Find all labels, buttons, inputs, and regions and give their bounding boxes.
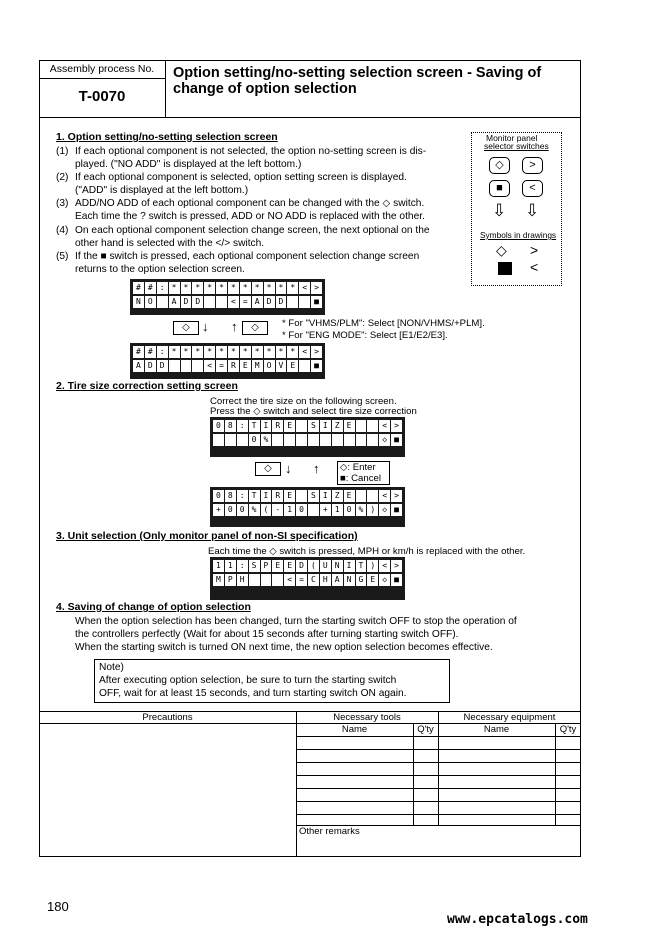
enter-cancel-legend <box>337 461 390 485</box>
lcd-cell: 1 <box>284 504 295 516</box>
note-text-1: After executing option selection, be sure to turn the starting switch <box>99 675 397 687</box>
lcd-cell <box>225 434 236 446</box>
lcd-cell: A <box>252 296 263 308</box>
square-symbol-icon <box>498 262 512 275</box>
precautions-header: Precautions <box>142 712 193 723</box>
lcd-cell: < <box>299 346 310 358</box>
lcd-cell: U <box>320 560 331 572</box>
lcd-cell: P <box>225 574 236 586</box>
monitor-panel-box <box>471 132 562 286</box>
item-text: Each time the ? switch is pressed, ADD or NO ADD is replaced with the other. <box>75 211 425 223</box>
equipment-name-header: Name <box>483 724 510 735</box>
lcd-cell: E <box>287 360 298 372</box>
lcd-cell: A <box>169 296 180 308</box>
lcd-cell: E <box>344 420 355 432</box>
other-remarks-label: Other remarks <box>299 826 360 837</box>
lcd-cell: * <box>264 346 275 358</box>
square-switch-icon: ■ <box>489 180 510 197</box>
lcd-cell: D <box>264 296 275 308</box>
lcd-cell <box>367 434 378 446</box>
item-text: ADD/NO ADD of each optional component can be changed with the ◇ switch. <box>75 198 425 209</box>
lcd-cell: D <box>276 296 287 308</box>
lcd-row <box>213 574 402 586</box>
lcd-cell: * <box>169 282 180 294</box>
lcd-cell: S <box>249 560 260 572</box>
lcd-cell: + <box>320 504 331 516</box>
tools-name-header: Name <box>341 724 368 735</box>
item-number: (2) <box>56 172 69 183</box>
down-arrow-icon: ↓ <box>285 461 292 476</box>
lcd-cell <box>356 490 367 502</box>
item-text: If each optional component is selected, option setting screen is displayed. <box>75 172 407 183</box>
down-arrow-icon: ⇩ <box>492 201 507 220</box>
lcd-cell: : <box>237 420 248 432</box>
lcd-cell <box>367 490 378 502</box>
lcd-option-no-add <box>130 279 325 315</box>
lcd-cell <box>296 434 307 446</box>
lcd-cell: E <box>272 560 283 572</box>
lcd-cell: : <box>157 346 168 358</box>
monitor-panel-subtitle: selector switches <box>484 141 549 151</box>
lcd-cell: ) <box>367 560 378 572</box>
lcd-cell <box>216 296 227 308</box>
diamond-switch-icon: ◇ <box>255 462 281 476</box>
lcd-cell: I <box>320 490 331 502</box>
lcd-cell <box>320 434 331 446</box>
lcd-cell: * <box>228 282 239 294</box>
site-watermark: www.epcatalogs.com <box>447 912 588 927</box>
saving-text-1: When the option selection has been changed, turn the starting switch OFF to stop the operation of <box>75 616 517 627</box>
lcd-cell: 0 <box>225 504 236 516</box>
lcd-cell: ( <box>308 560 319 572</box>
lcd-cell: ( <box>261 504 272 516</box>
diamond-switch-icon: ◇ <box>242 321 268 335</box>
up-arrow-icon: ↑ <box>231 319 238 334</box>
lcd-cell: > <box>311 346 322 358</box>
item-text: If each optional component is not selected, the option no-setting screen is dis- <box>75 146 427 157</box>
lcd-cell <box>237 434 248 446</box>
section-4-heading: 4. Saving of change of option selection <box>56 601 251 613</box>
lcd-cell <box>308 434 319 446</box>
lcd-cell: * <box>204 282 215 294</box>
lcd-cell <box>367 420 378 432</box>
lcd-cell: N <box>344 574 355 586</box>
item-number: (5) <box>56 251 69 262</box>
item-text: returns to the option selection screen. <box>75 264 245 276</box>
lcd-cell: ◇ <box>379 574 390 586</box>
section-3-heading: 3. Unit selection (Only monitor panel of non-SI specification) <box>56 530 358 542</box>
lcd-cell: * <box>287 282 298 294</box>
lcd-cell: ■ <box>391 504 402 516</box>
lcd-cell: 8 <box>225 490 236 502</box>
lcd-cell: D <box>192 296 203 308</box>
lcd-cell: - <box>272 504 283 516</box>
lcd-cell: S <box>308 490 319 502</box>
vhms-note: * For "VHMS/PLM": Select [NON/VHMS/+PLM]. <box>282 318 485 329</box>
lcd-cell: # <box>145 346 156 358</box>
lcd-cell: ■ <box>311 360 322 372</box>
lcd-cell: > <box>391 490 402 502</box>
lcd-cell: % <box>356 504 367 516</box>
lcd-cell: T <box>249 420 260 432</box>
lcd-cell: E <box>240 360 251 372</box>
lcd-cell: * <box>192 346 203 358</box>
lcd-cell: * <box>228 346 239 358</box>
lcd-cell: * <box>216 282 227 294</box>
lcd-cell: < <box>204 360 215 372</box>
item-text: If the ■ switch is pressed, each optional component selection change screen <box>75 251 420 262</box>
item-number: (3) <box>56 198 69 209</box>
lcd-row <box>133 282 322 294</box>
lcd-cell: G <box>356 574 367 586</box>
lcd-cell: ■ <box>391 574 402 586</box>
lcd-cell: 0 <box>344 504 355 516</box>
page-title <box>173 65 573 97</box>
diamond-switch-icon: ◇ <box>489 157 510 174</box>
sec1-item-2 <box>56 171 465 198</box>
lcd-cell: < <box>284 574 295 586</box>
item-text: played. ("NO ADD" is displayed at the left bottom.) <box>75 159 302 171</box>
lcd-cell <box>308 504 319 516</box>
lcd-cell: = <box>216 360 227 372</box>
table-vline <box>413 723 414 825</box>
lcd-cell: > <box>391 560 402 572</box>
lcd-cell: # <box>145 282 156 294</box>
lcd-cell: D <box>296 560 307 572</box>
lcd-row <box>213 420 402 432</box>
lcd-cell: # <box>133 282 144 294</box>
lcd-cell: I <box>261 490 272 502</box>
assembly-process-label: Assembly process No. <box>39 60 166 79</box>
lcd-cell: M <box>213 574 224 586</box>
title-line-1: Option setting/no-setting selection screen - Saving of <box>173 65 542 81</box>
lcd-tire-size-edit <box>210 487 405 527</box>
page-number: 180 <box>47 899 69 914</box>
lcd-cell <box>272 434 283 446</box>
lcd-cell <box>261 574 272 586</box>
lcd-cell: I <box>320 420 331 432</box>
monitor-panel-title: Monitor panel <box>486 133 538 143</box>
lcd-cell <box>332 434 343 446</box>
lcd-cell <box>213 434 224 446</box>
lcd-cell: > <box>391 420 402 432</box>
tools-header: Necessary tools <box>333 712 401 723</box>
lcd-cell: < <box>299 282 310 294</box>
lcd-cell: * <box>240 346 251 358</box>
item-text: other hand is selected with the </> switch. <box>75 238 265 250</box>
lcd-cell: R <box>272 490 283 502</box>
saving-text-3: When the starting switch is turned ON next time, the new option selection becomes effective. <box>75 642 493 653</box>
header-divider <box>39 117 581 118</box>
lcd-cell: N <box>133 296 144 308</box>
lcd-cell: E <box>367 574 378 586</box>
lcd-cell <box>192 360 203 372</box>
tire-intro-2: Press the ◇ switch and select tire size correction <box>210 406 417 417</box>
lcd-cell: 0 <box>249 434 260 446</box>
greater-than-symbol-icon: > <box>530 242 539 258</box>
table-vline <box>555 723 556 825</box>
lcd-cell: < <box>228 296 239 308</box>
item-text: On each optional component selection change screen, the next optional on the <box>75 225 430 236</box>
tools-qty-header: Q'ty <box>417 724 434 735</box>
eng-mode-note: * For "ENG MODE": Select [E1/E2/E3]. <box>282 330 448 341</box>
lcd-speed-unit <box>210 557 405 600</box>
lcd-cell: D <box>145 360 156 372</box>
lcd-tire-size <box>210 417 405 457</box>
lcd-option-add <box>130 343 325 379</box>
lcd-cell: ◇ <box>379 434 390 446</box>
lcd-cell: % <box>261 434 272 446</box>
item-number: (4) <box>56 225 69 236</box>
lcd-cell: N <box>332 560 343 572</box>
lcd-cell: < <box>379 560 390 572</box>
section-1-heading: 1. Option setting/no-setting selection screen <box>56 131 278 143</box>
lcd-cell <box>204 296 215 308</box>
lcd-cell: R <box>228 360 239 372</box>
item-number: (1) <box>56 146 69 157</box>
lcd-cell: D <box>181 296 192 308</box>
lcd-cell: : <box>237 490 248 502</box>
lcd-cell: 1 <box>225 560 236 572</box>
lcd-cell: I <box>261 420 272 432</box>
sec1-item-5 <box>56 250 465 277</box>
sec1-item-1 <box>56 145 465 172</box>
note-box <box>94 659 450 703</box>
lcd-cell: E <box>284 420 295 432</box>
lcd-cell: # <box>133 346 144 358</box>
lcd-cell: ◇ <box>379 504 390 516</box>
lcd-cell: 0 <box>296 504 307 516</box>
lcd-row <box>133 296 322 308</box>
lcd-cell: ) <box>367 504 378 516</box>
tire-intro-1: Correct the tire size on the following screen. <box>210 396 397 407</box>
saving-text-2: the controllers perfectly (Wait for about 15 seconds after turning starting switch OFF). <box>75 629 459 640</box>
lcd-cell: * <box>252 346 263 358</box>
down-arrow-icon: ⇩ <box>525 201 540 220</box>
lcd-cell <box>299 296 310 308</box>
lcd-cell: > <box>311 282 322 294</box>
lcd-cell: E <box>284 490 295 502</box>
lcd-cell: D <box>157 360 168 372</box>
up-arrow-icon: ↑ <box>313 461 320 476</box>
greater-than-switch-icon: > <box>522 157 543 174</box>
lcd-cell: * <box>169 346 180 358</box>
lcd-cell: Z <box>332 420 343 432</box>
lcd-cell: 0 <box>237 504 248 516</box>
lcd-cell: A <box>332 574 343 586</box>
lcd-cell: : <box>237 560 248 572</box>
equipment-header: Necessary equipment <box>463 712 556 723</box>
lcd-cell: C <box>308 574 319 586</box>
lcd-cell: 8 <box>225 420 236 432</box>
lcd-cell: * <box>240 282 251 294</box>
item-text: ("ADD" is displayed at the left bottom.) <box>75 185 249 197</box>
down-arrow-icon: ↓ <box>202 319 209 334</box>
lcd-cell: < <box>379 420 390 432</box>
lcd-cell <box>181 360 192 372</box>
lcd-cell: * <box>216 346 227 358</box>
lcd-row <box>133 360 322 372</box>
lcd-cell <box>284 434 295 446</box>
enter-label: ◇: Enter <box>340 462 376 473</box>
lcd-cell: * <box>264 282 275 294</box>
lcd-cell <box>249 574 260 586</box>
lcd-cell <box>169 360 180 372</box>
cancel-label: ■: Cancel <box>340 473 381 484</box>
lcd-row <box>213 504 402 516</box>
equipment-qty-header: Q'ty <box>559 724 577 735</box>
lcd-cell: A <box>133 360 144 372</box>
lcd-cell: 0 <box>213 420 224 432</box>
lcd-row <box>213 434 402 446</box>
less-than-switch-icon: < <box>522 180 543 197</box>
lcd-cell: * <box>181 346 192 358</box>
note-title: Note) <box>99 662 124 673</box>
lcd-cell <box>157 296 168 308</box>
lcd-cell: O <box>145 296 156 308</box>
assembly-process-code: T-0070 <box>39 79 166 117</box>
lcd-row <box>133 346 322 358</box>
lcd-cell: T <box>249 490 260 502</box>
section-2-heading: 2. Tire size correction setting screen <box>56 380 238 392</box>
lcd-cell: * <box>204 346 215 358</box>
note-text-2: OFF, wait for at least 15 seconds, and turn starting switch ON again. <box>99 688 407 700</box>
lcd-cell: * <box>192 282 203 294</box>
lcd-cell: Z <box>332 490 343 502</box>
lcd-cell: * <box>252 282 263 294</box>
sec1-item-3 <box>56 197 465 224</box>
sec1-item-4 <box>56 224 465 251</box>
lcd-cell: * <box>276 282 287 294</box>
lcd-cell: S <box>308 420 319 432</box>
lcd-cell <box>296 420 307 432</box>
lcd-cell: * <box>181 282 192 294</box>
lcd-cell <box>287 296 298 308</box>
lcd-cell: ■ <box>391 434 402 446</box>
lcd-cell: T <box>356 560 367 572</box>
lcd-row <box>213 490 402 502</box>
lcd-cell: ■ <box>311 296 322 308</box>
lcd-cell: 1 <box>213 560 224 572</box>
lcd-cell <box>272 574 283 586</box>
lcd-cell: : <box>157 282 168 294</box>
lcd-cell <box>299 360 310 372</box>
lcd-cell: = <box>240 296 251 308</box>
unit-intro: Each time the ◇ switch is pressed, MPH or km/h is replaced with the other. <box>208 546 526 557</box>
title-line-2: change of option selection <box>173 81 357 97</box>
lcd-cell: V <box>276 360 287 372</box>
lcd-cell: O <box>264 360 275 372</box>
symbols-label: Symbols in drawings <box>480 230 557 240</box>
lcd-cell: E <box>344 490 355 502</box>
less-than-symbol-icon: < <box>530 259 539 275</box>
lcd-row <box>213 560 402 572</box>
lcd-cell: H <box>320 574 331 586</box>
lcd-cell: * <box>287 346 298 358</box>
diamond-switch-icon: ◇ <box>173 321 199 335</box>
lcd-cell: 1 <box>332 504 343 516</box>
lcd-cell: E <box>284 560 295 572</box>
lcd-cell: = <box>296 574 307 586</box>
lcd-cell <box>356 434 367 446</box>
lcd-cell: 0 <box>213 490 224 502</box>
lcd-cell: I <box>344 560 355 572</box>
diamond-symbol-icon: ◇ <box>496 242 507 258</box>
lcd-cell <box>296 490 307 502</box>
lcd-cell: + <box>213 504 224 516</box>
lcd-cell: R <box>272 420 283 432</box>
lcd-cell: P <box>261 560 272 572</box>
lcd-cell: * <box>276 346 287 358</box>
lcd-cell <box>356 420 367 432</box>
lcd-cell: % <box>249 504 260 516</box>
lcd-cell: H <box>237 574 248 586</box>
lcd-cell: M <box>252 360 263 372</box>
lcd-cell: < <box>379 490 390 502</box>
lcd-cell <box>344 434 355 446</box>
